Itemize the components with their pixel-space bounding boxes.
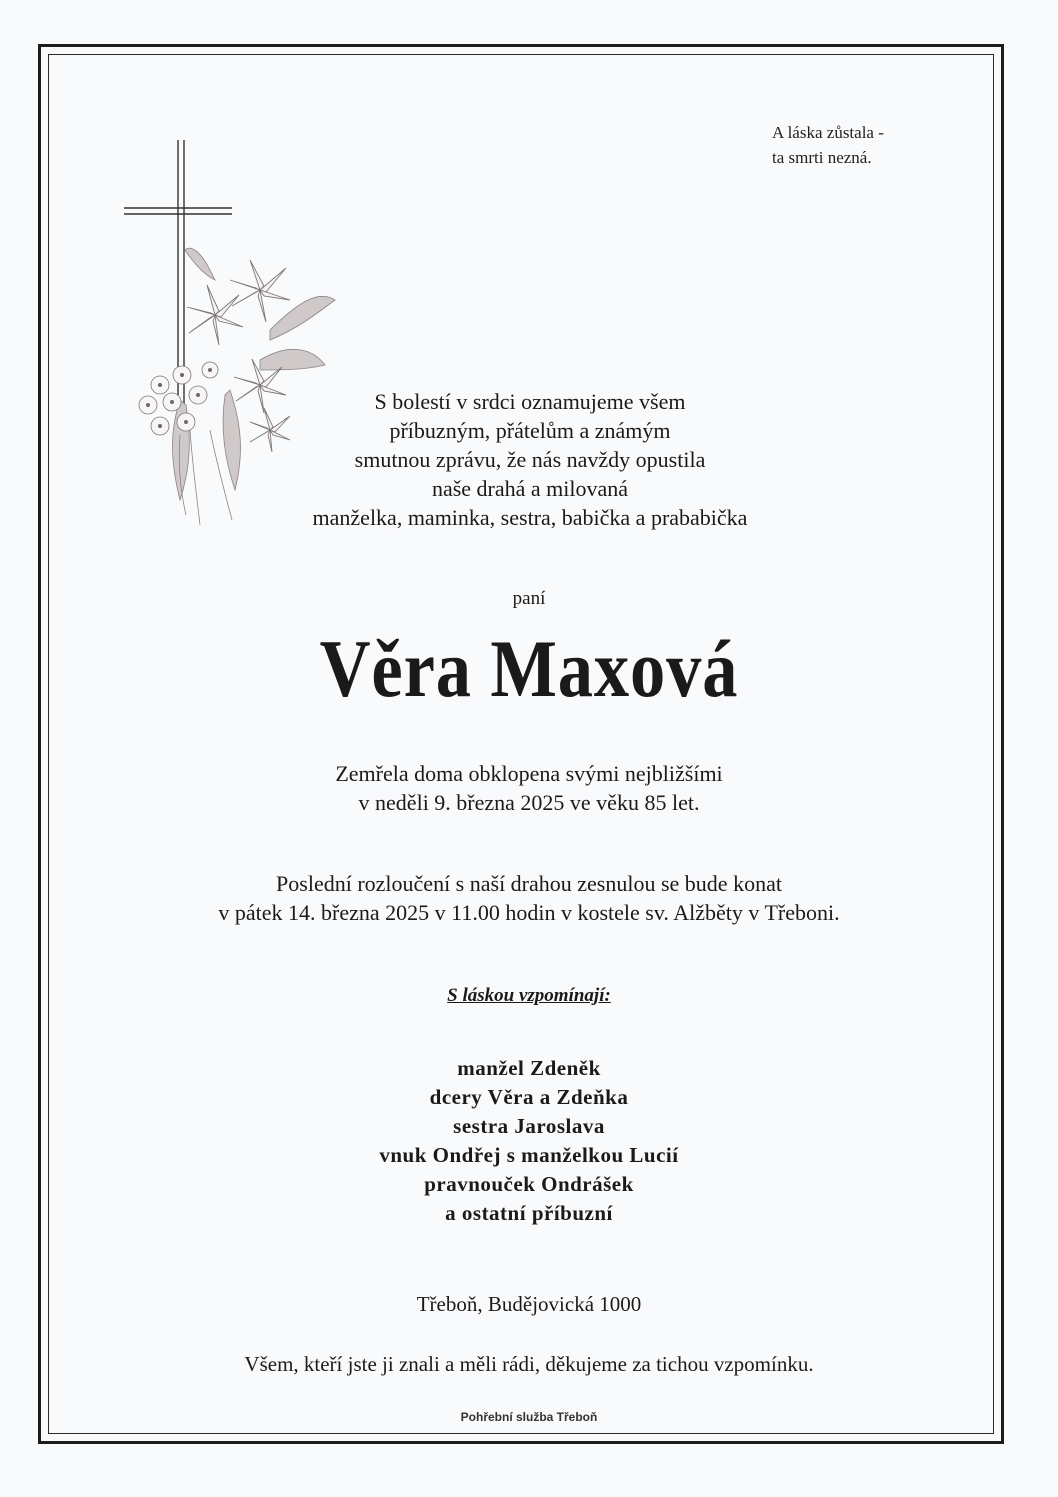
announcement-line: příbuzným, přátelům a známým — [389, 418, 671, 443]
mourner: a ostatní příbuzní — [445, 1201, 613, 1225]
motto-line: ta smrti nezná. — [772, 148, 872, 167]
death-line: Zemřela doma obklopena svými nejbližšími — [335, 761, 723, 786]
thanks-note: Všem, kteří jste ji znali a měli rádi, děkujeme za tichou vzpomínku. — [244, 1352, 814, 1376]
funeral-line: v pátek 14. března 2025 v 11.00 hodin v kostele sv. Alžběty v Třeboni. — [218, 900, 840, 925]
funeral-line: Poslední rozloučení s naší drahou zesnulou se bude konat — [276, 871, 782, 896]
mourner: pravnouček Ondrášek — [424, 1172, 634, 1196]
remembrance-heading: S láskou vzpomínají: — [447, 985, 611, 1006]
announcement-line: smutnou zprávu, že nás navždy opustila — [354, 447, 706, 472]
mourner: sestra Jaroslava — [453, 1114, 605, 1138]
announcement-line: naše drahá a milovaná — [431, 476, 629, 501]
deceased-name: Věra Maxová — [319, 623, 739, 714]
mourner: dcery Věra a Zdeňka — [429, 1085, 629, 1109]
announcement-line: S bolestí v srdci oznamujeme všem — [374, 389, 686, 414]
motto-line: A láska zůstala - — [772, 123, 884, 142]
address: Třeboň, Budějovická 1000 — [416, 1292, 642, 1316]
death-line: v neděli 9. března 2025 ve věku 85 let. — [358, 790, 700, 815]
funeral-service-footer: Pohřební služba Třeboň — [460, 1410, 598, 1424]
motto — [772, 120, 972, 170]
announcement-line: manželka, maminka, sestra, babička a prababička — [312, 505, 748, 530]
mourner: manžel Zdeněk — [457, 1056, 601, 1080]
mourners-list — [0, 1054, 1058, 1228]
announcement-text — [130, 387, 930, 532]
funeral-info — [0, 869, 1058, 927]
mourner: vnuk Ondřej s manželkou Lucií — [379, 1143, 679, 1167]
death-info — [0, 759, 1058, 817]
title-word: paní — [512, 588, 546, 609]
